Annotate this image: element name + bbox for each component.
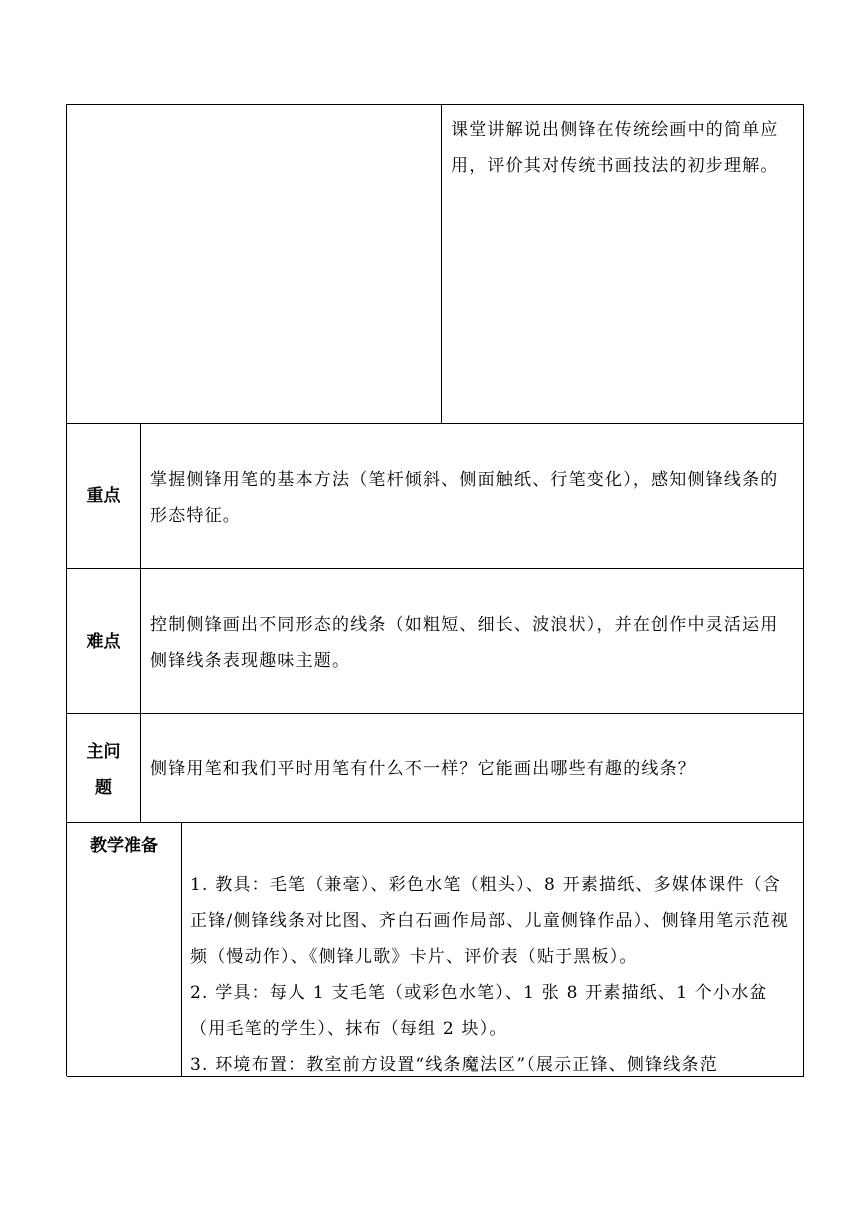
- difficulties-content-cell: [141, 569, 804, 713]
- lesson-plan-table: [66, 104, 804, 1076]
- main-question-row: [67, 714, 804, 823]
- main-question-content-cell: [141, 714, 804, 822]
- evaluation-row: [67, 105, 804, 424]
- key-points-label: 重点: [86, 486, 121, 506]
- preparation-row: [67, 823, 804, 1077]
- main-question-label-line1: 主问: [86, 742, 121, 762]
- difficulties-text: 控制侧锋画出不同形态的线条（如粗短、细长、波浪状），并在创作中灵活运用侧锋线条表现趣味主题。: [150, 615, 779, 671]
- preparation-item-1: 1. 教具：毛笔（兼毫）、彩色水笔（粗头）、8 开素描纸、多媒体课件（含正锋/侧锋线条对比图、齐白石画作局部、儿童侧锋作品）、侧锋用笔示范视频（慢动作）、《侧锋儿歌》卡片、评价表（贴于黑板）。: [190, 875, 790, 967]
- evaluation-text: 课堂讲解说出侧锋在传统绘画中的简单应用，评价其对传统书画技法的初步理解。: [451, 120, 779, 176]
- main-question-label-cell: [67, 714, 141, 822]
- key-points-label-cell: [67, 424, 141, 568]
- difficulties-row: [67, 569, 804, 714]
- main-question-text: 侧锋用笔和我们平时用笔有什么不一样？它能画出哪些有趣的线条？: [150, 759, 696, 779]
- difficulties-label: 难点: [86, 632, 121, 652]
- preparation-item-2: 2. 学具：每人 1 支毛笔（或彩色水笔）、1 张 8 开素描纸、1 个小水盆（用毛笔的学生）、抹布（每组 2 块）。: [190, 983, 768, 1039]
- key-points-content-cell: [141, 424, 804, 568]
- main-question-label-line2: 题: [95, 778, 112, 798]
- preparation-label: 教学准备: [90, 836, 158, 856]
- preparation-item-3: 3. 环境布置：教室前方设置“线条魔法区”（展示正锋、侧锋线条范: [190, 1055, 718, 1075]
- preparation-label-cell: [67, 823, 182, 1076]
- difficulties-label-cell: [67, 569, 141, 713]
- preparation-content-cell: [182, 823, 804, 1076]
- preparation-list: [190, 867, 796, 1083]
- evaluation-right-cell: [442, 105, 804, 423]
- key-points-row: [67, 424, 804, 569]
- key-points-text: 掌握侧锋用笔的基本方法（笔杆倾斜、侧面触纸、行笔变化），感知侧锋线条的形态特征。: [150, 470, 779, 526]
- evaluation-left-cell: [67, 105, 442, 423]
